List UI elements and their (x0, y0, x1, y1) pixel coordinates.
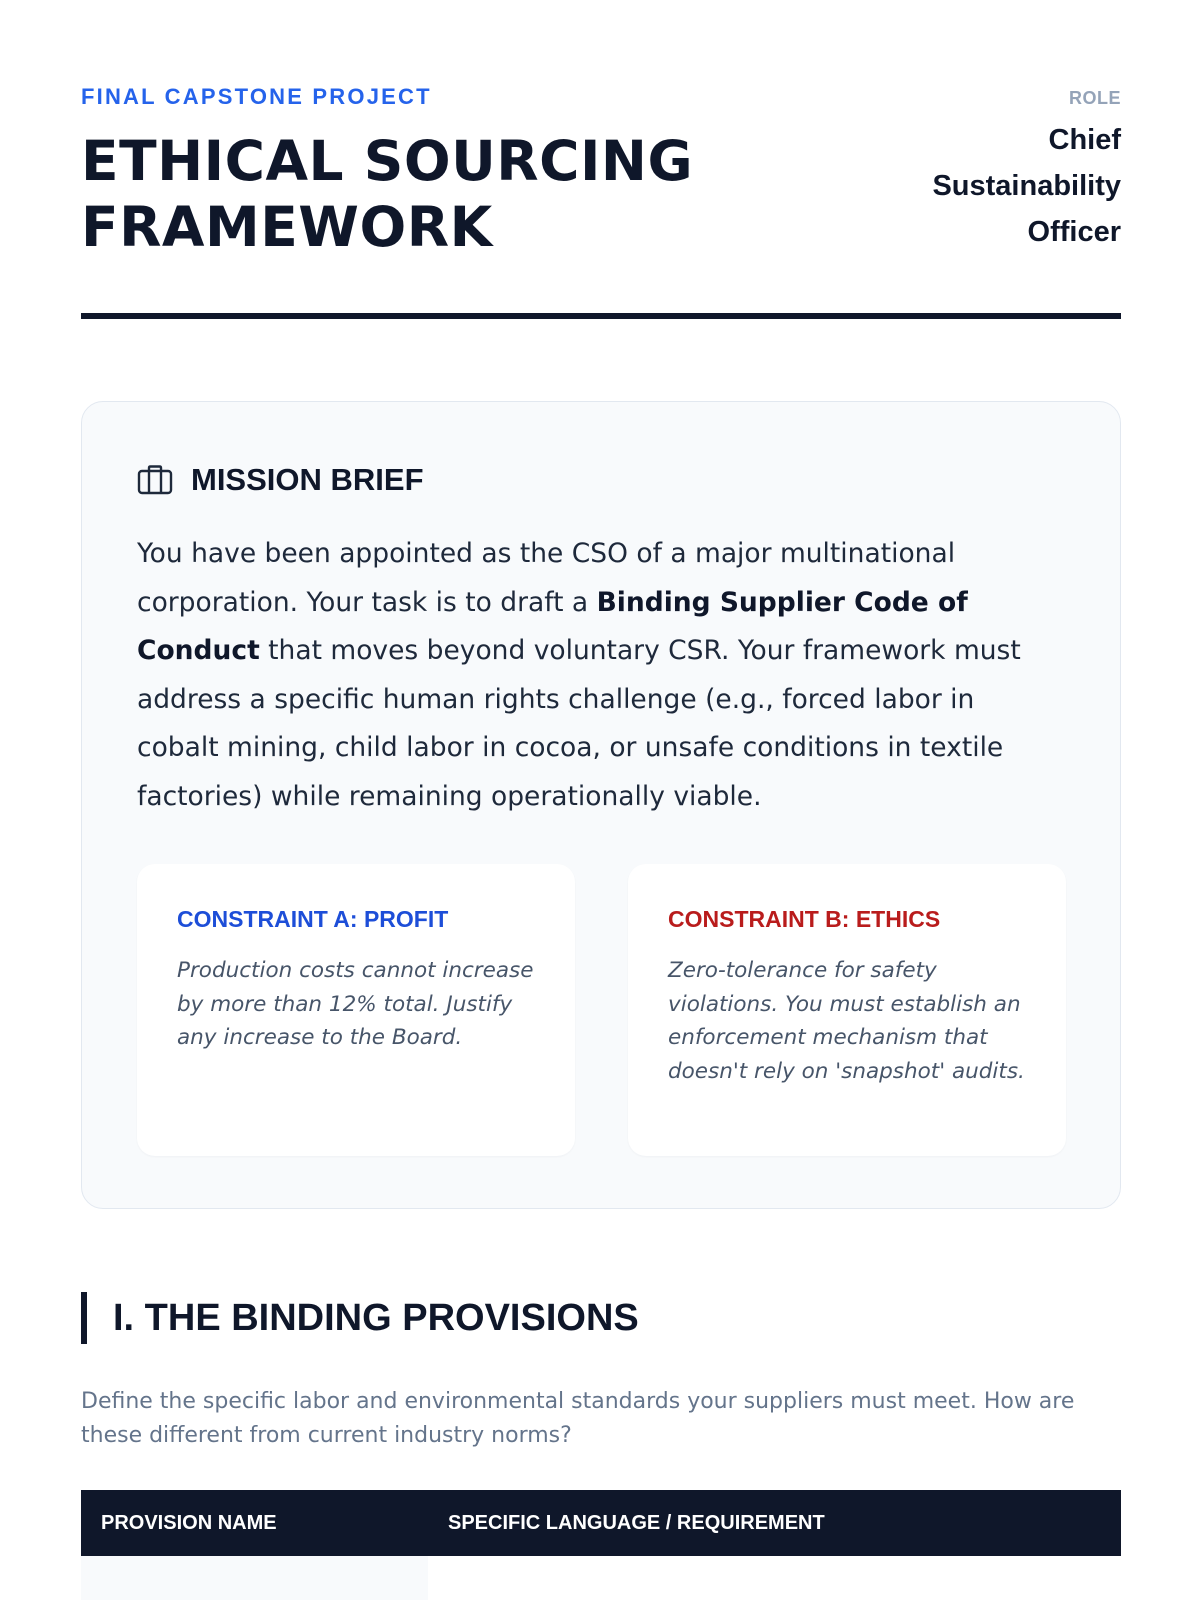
role-value (861, 117, 1121, 255)
table-header (81, 1490, 1121, 1556)
header (81, 0, 1121, 322)
mission-brief-card (81, 401, 1121, 1209)
mission-brief-text-part-1: You have been appointed as the CSO of a major multinational corporation. Your task is to draft a (137, 538, 956, 618)
constraint-profit-title: CONSTRAINT A: PROFIT (177, 906, 449, 932)
table-row-cell[interactable] (81, 1556, 428, 1600)
mission-brief-title: MISSION BRIEF (191, 462, 424, 497)
header-divider (81, 313, 1121, 319)
mission-brief-heading (137, 462, 424, 498)
role-value-line-3: Officer (1027, 216, 1121, 248)
page (81, 0, 1121, 1600)
project-eyebrow: FINAL CAPSTONE PROJECT (81, 84, 432, 109)
provisions-table (81, 1490, 1121, 1600)
section-title: I. THE BINDING PROVISIONS (113, 1297, 639, 1339)
page-title-line-1: ETHICAL SOURCING (81, 129, 694, 193)
mission-brief-text (137, 530, 1057, 821)
mission-brief-text-bold: Binding Supplier Code of Conduct (137, 586, 968, 666)
constraint-ethics-title: CONSTRAINT B: ETHICS (668, 906, 941, 932)
page-title (81, 128, 801, 260)
role-label: ROLE (1068, 88, 1121, 108)
constraint-ethics-card (628, 864, 1066, 1156)
column-header-specific-language: SPECIFIC LANGUAGE / REQUIREMENT (448, 1512, 825, 1534)
role-value-line-1: Chief (1048, 124, 1121, 156)
briefcase-icon (137, 465, 173, 495)
section-description: Define the specific labor and environmental standards your suppliers must meet. How are these different from current industry norms? (81, 1389, 1075, 1448)
role-block (861, 88, 1121, 255)
constraint-profit-card (137, 864, 575, 1156)
role-value-line-2: Sustainability (932, 170, 1121, 202)
mission-brief-text-part-2: that moves beyond voluntary CSR. Your framework must address a specific human rights challenge (e.g., forced labor in cobalt mining, child labor in cocoa, or unsafe conditions in textile factories) while remaining operationally viable. (137, 635, 1021, 812)
page-title-line-2: FRAMEWORK (81, 195, 493, 259)
constraint-ethics-text: Zero-tolerance for safety violations. You must establish an enforcement mechanism that doesn't rely on 'snapshot' audits. (668, 958, 1025, 1084)
section-accent-bar (81, 1292, 87, 1344)
column-header-provision-name: PROVISION NAME (101, 1512, 277, 1534)
constraint-profit-text: Production costs cannot increase by more than 12% total. Justify any increase to the Board. (177, 958, 534, 1050)
